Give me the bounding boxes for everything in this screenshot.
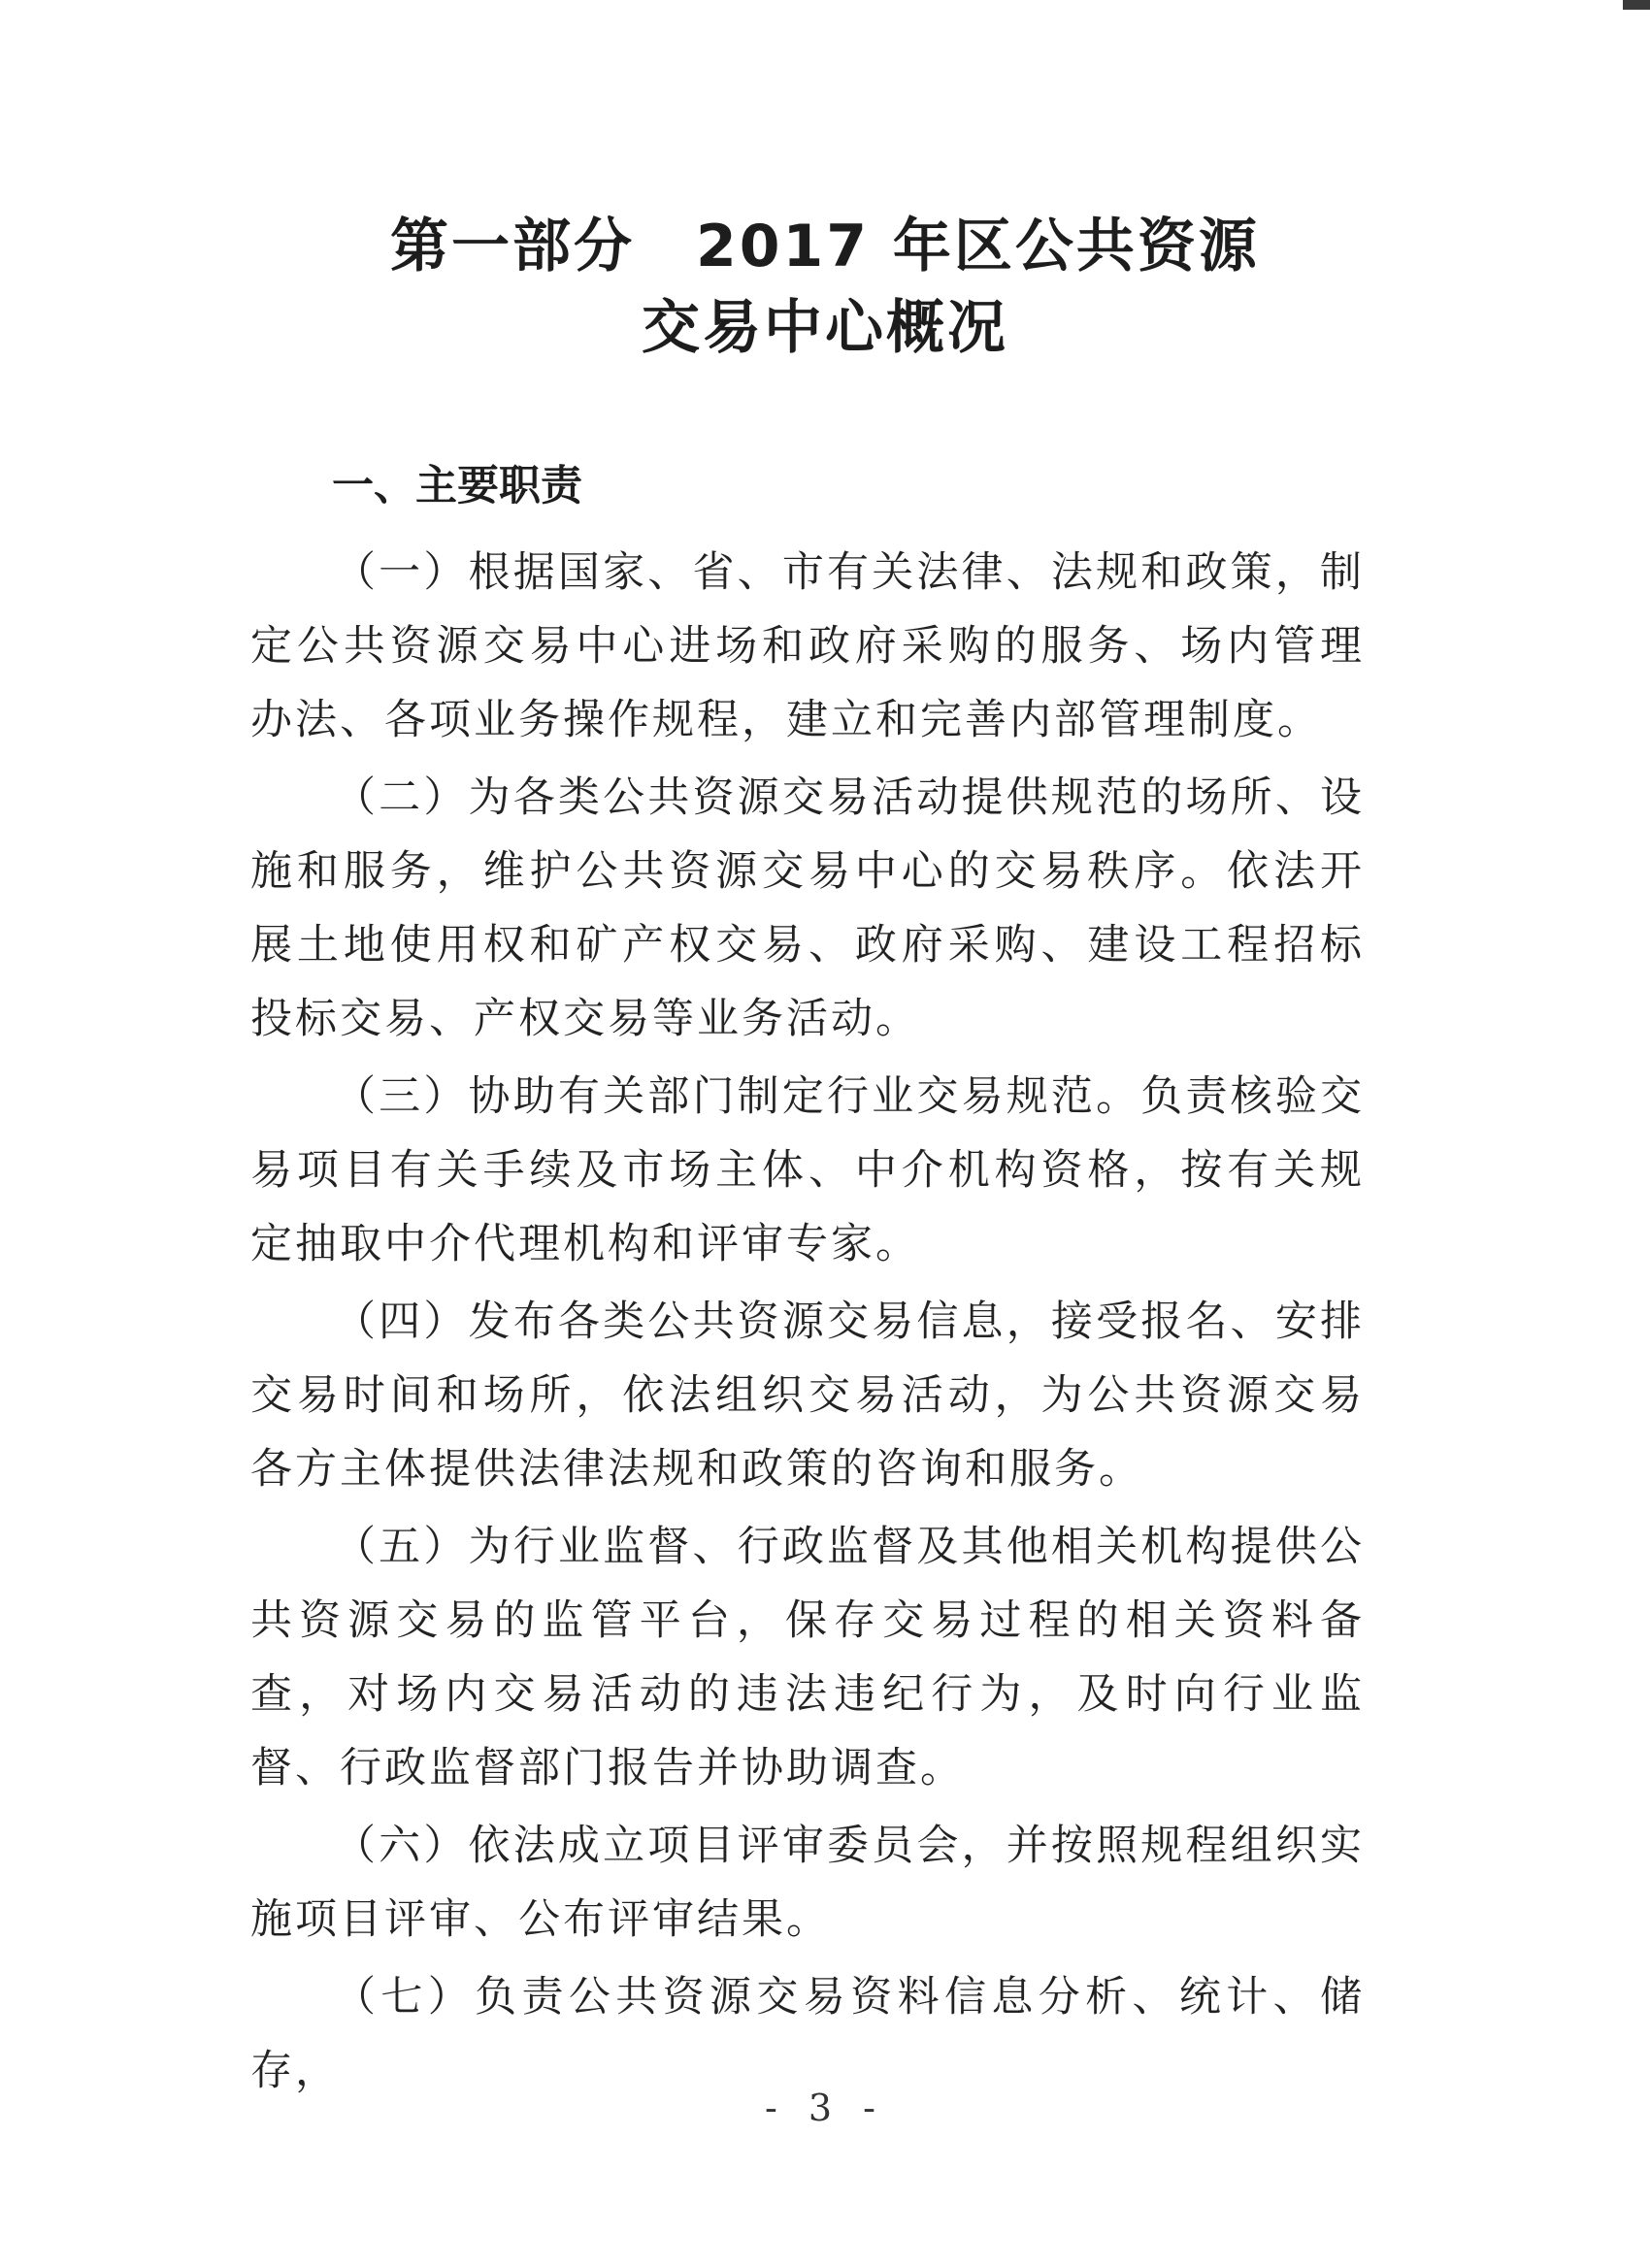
page-title-line-1: 第一部分 2017 年区公共资源 bbox=[390, 213, 1260, 280]
paragraph-3: （三）协助有关部门制定行业交易规范。负责核验交易项目有关手续及市场主体、中介机构资格，按有关规定抽取中介代理机构和评审专家。 bbox=[250, 1072, 1365, 1268]
page-title-line-2: 交易中心概况 bbox=[642, 294, 1008, 362]
paragraph-2: （二）为各类公共资源交易活动提供规范的场所、设施和服务，维护公共资源交易中心的交易秩序。依法开展土地使用权和矿产权交易、政府采购、建设工程招标投标交易、产权交易等业务活动。 bbox=[250, 773, 1365, 1043]
body-text bbox=[250, 536, 1365, 2112]
paragraph-4: （四）发布各类公共资源交易信息，接受报名、安排交易时间和场所，依法组织交易活动，为公共资源交易各方主体提供法律法规和政策的咨询和服务。 bbox=[250, 1298, 1365, 1494]
section-heading: 一、主要职责 bbox=[332, 462, 582, 510]
paragraph-1: （一）根据国家、省、市有关法律、法规和政策，制定公共资源交易中心进场和政府采购的服务、场内管理办法、各项业务操作规程，建立和完善内部管理制度。 bbox=[250, 548, 1365, 744]
paragraph-6: （六）依法成立项目评审委员会，并按照规程组织实施项目评审、公布评审结果。 bbox=[250, 1822, 1365, 1944]
paragraph-5: （五）为行业监督、行政监督及其他相关机构提供公共资源交易的监管平台，保存交易过程的相关资料备查，对场内交易活动的违法违纪行为，及时向行业监督、行政监督部门报告并协助调查。 bbox=[250, 1523, 1365, 1792]
scan-edge-mark bbox=[1623, 0, 1650, 10]
paragraph-7: （七）负责公共资源交易资料信息分析、统计、储存， bbox=[250, 1973, 1365, 2095]
page-number: - 3 - bbox=[764, 2087, 885, 2129]
